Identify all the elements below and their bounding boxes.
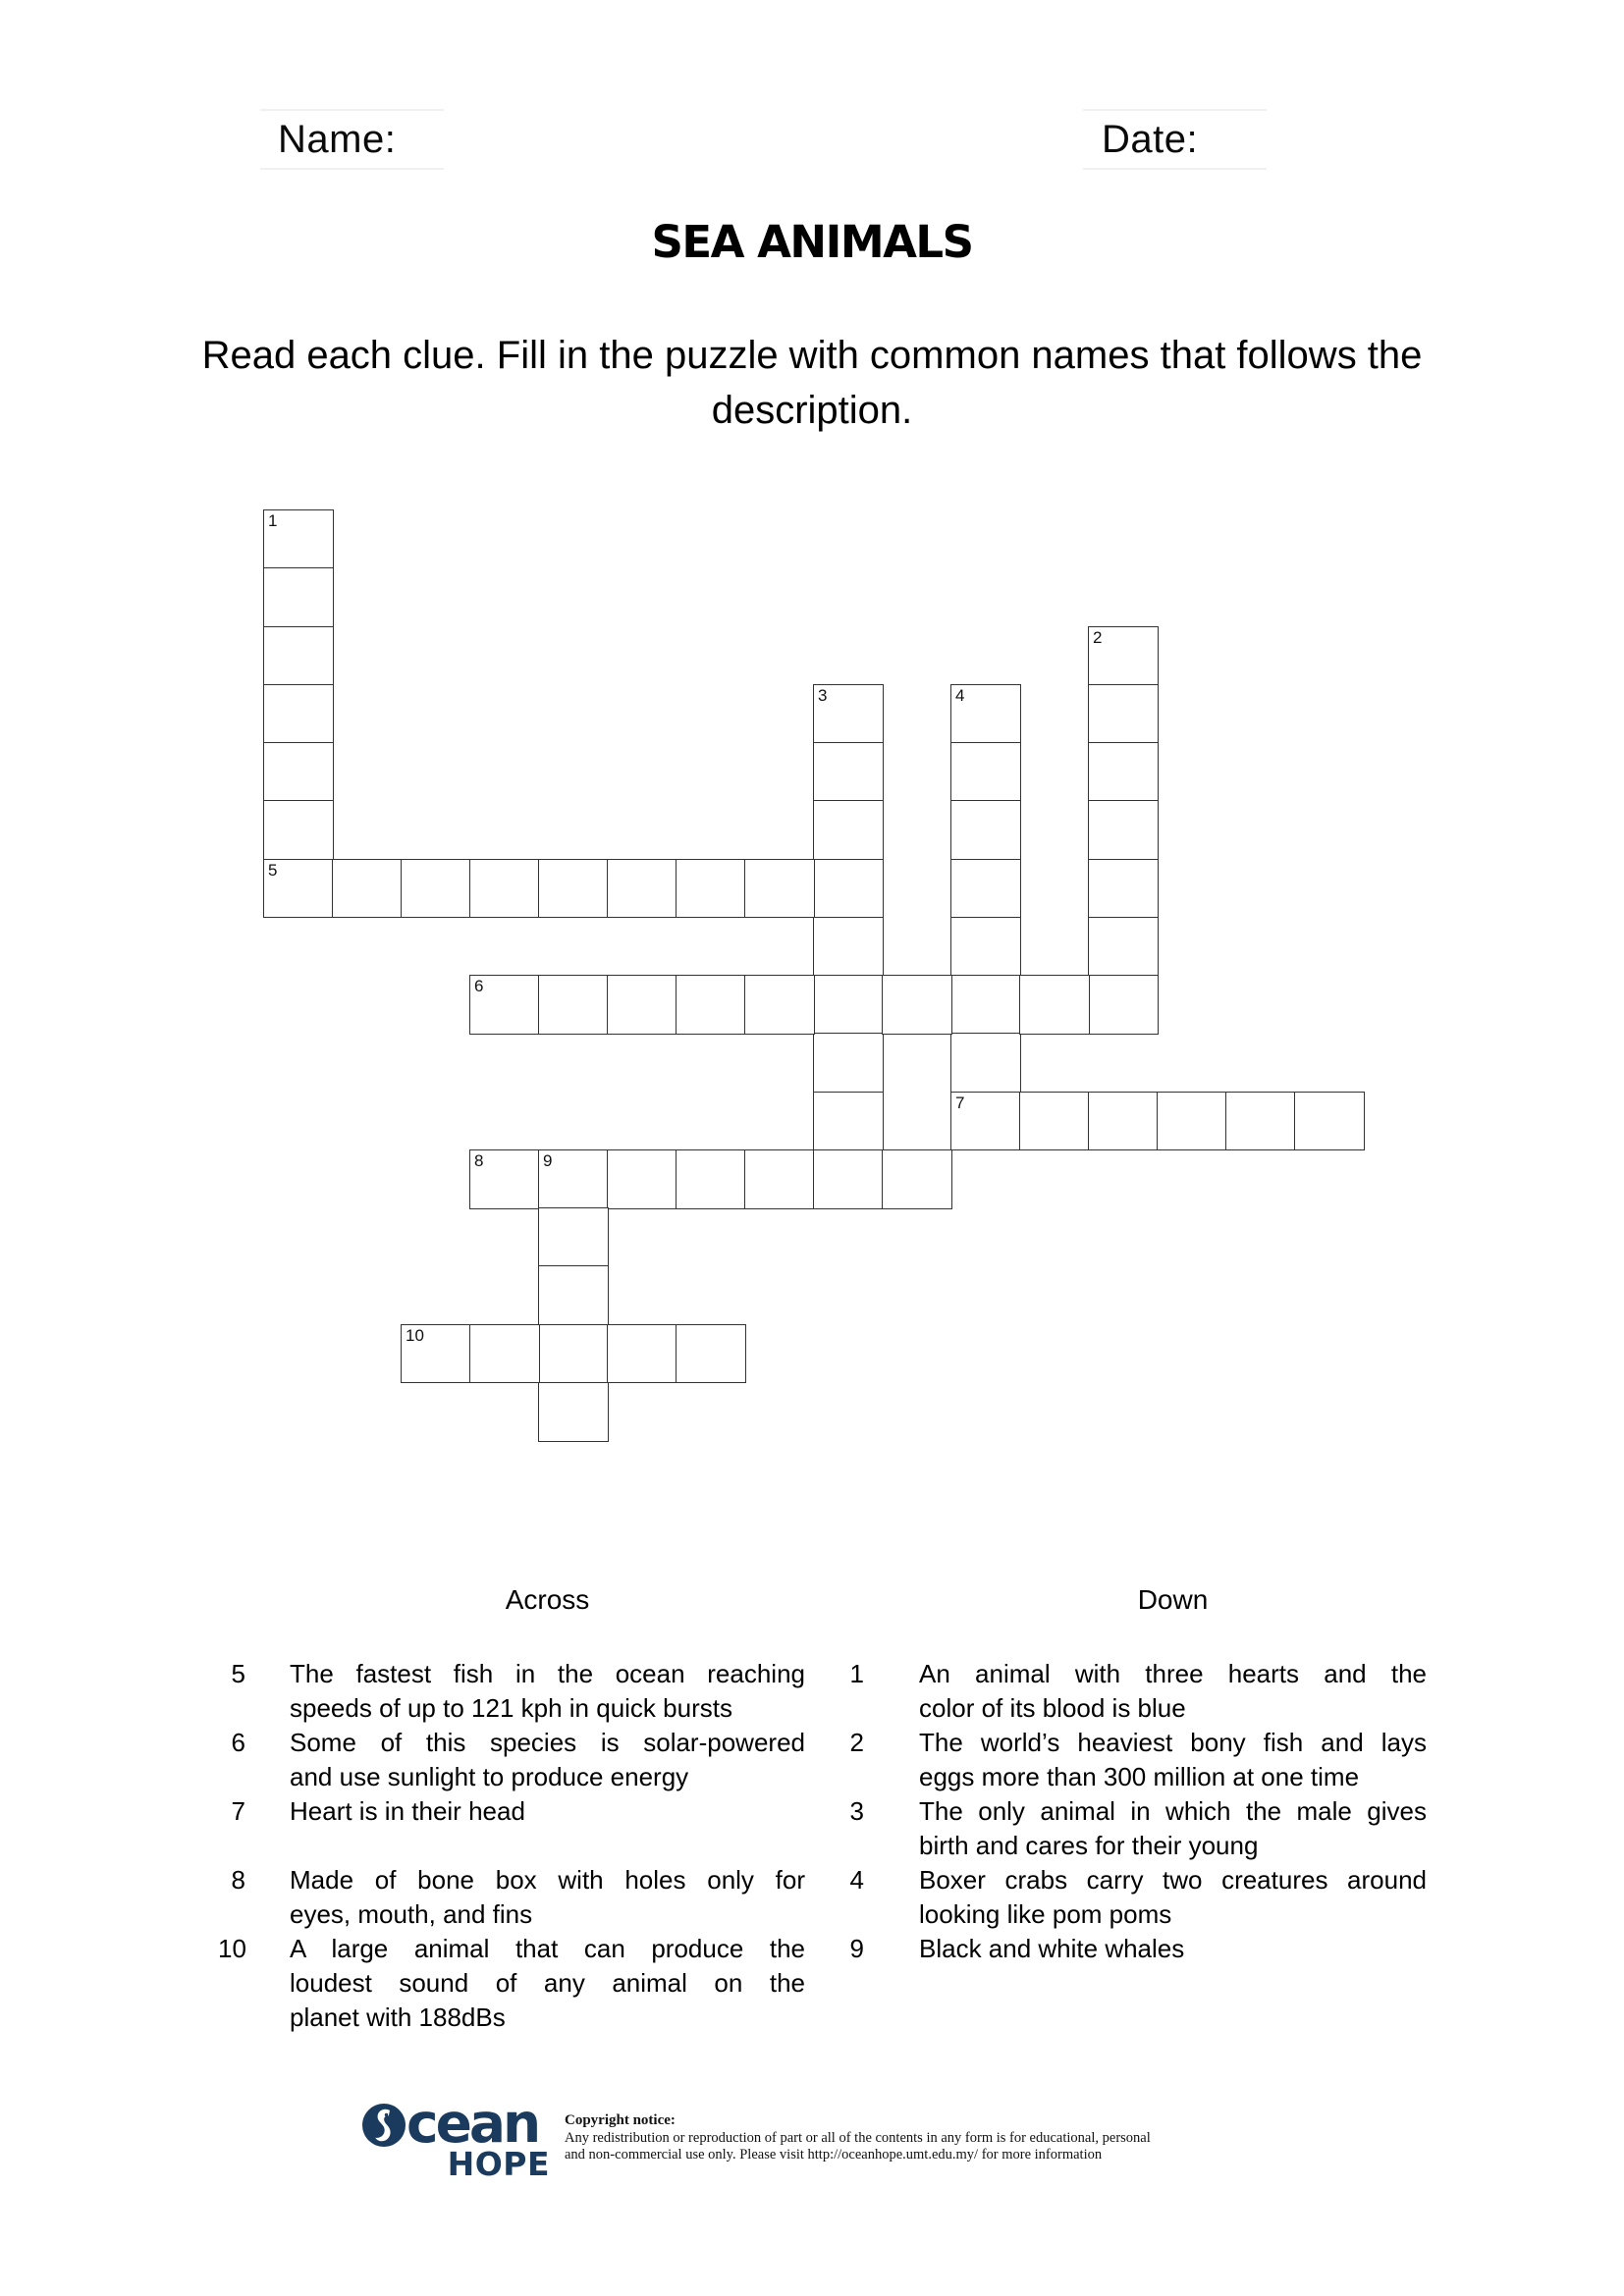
grid-cell[interactable] — [676, 1324, 746, 1384]
clue-item — [218, 1863, 805, 1932]
worksheet-title: SEA ANIMALS — [651, 216, 973, 268]
clue-number: 2 — [849, 1728, 864, 1757]
cell-number: 4 — [955, 685, 965, 705]
clue-number: 8 — [231, 1865, 245, 1895]
clue-item — [218, 1932, 805, 2035]
grid-cell[interactable] — [950, 1033, 1021, 1093]
clue-number: 9 — [849, 1934, 864, 1963]
clue-item — [218, 1726, 805, 1794]
grid-cell[interactable] — [950, 742, 1021, 802]
grid-cell[interactable] — [676, 1149, 746, 1209]
grid-cell[interactable] — [263, 626, 334, 686]
cell-number: 2 — [1093, 627, 1103, 647]
grid-cell[interactable] — [882, 1149, 952, 1209]
grid-cell[interactable] — [813, 684, 884, 744]
logo-hope-text: HOPE — [447, 2145, 550, 2183]
cell-number: 8 — [474, 1150, 484, 1170]
clue-number: 3 — [849, 1796, 864, 1826]
grid-cell[interactable] — [332, 859, 403, 919]
clue-item — [837, 1932, 1427, 1966]
down-heading: Down — [1137, 1584, 1209, 1615]
grid-cell[interactable] — [538, 1324, 609, 1384]
instructions-text — [0, 328, 1624, 438]
grid-cell[interactable] — [813, 859, 884, 919]
clue-text: Some of this species is solar-powered and use sunlight to produce energy — [290, 1728, 805, 1791]
grid-cell[interactable] — [1088, 859, 1159, 919]
clue-item — [837, 1794, 1427, 1863]
grid-cell[interactable] — [538, 1207, 609, 1267]
clue-text: Boxer crabs carry two creatures around looking like pom poms — [919, 1865, 1427, 1929]
clue-text: The only animal in which the male gives birth and cares for their young — [919, 1796, 1427, 1860]
grid-cell[interactable] — [950, 975, 1021, 1035]
grid-cell[interactable] — [950, 917, 1021, 977]
grid-cell[interactable] — [401, 859, 471, 919]
grid-cell[interactable] — [676, 859, 746, 919]
clue-item — [218, 1657, 805, 1726]
logo-ocean-text: cean — [406, 2092, 539, 2155]
grid-cell[interactable] — [469, 1324, 540, 1384]
grid-cell[interactable] — [744, 1149, 815, 1209]
grid-cell[interactable] — [263, 742, 334, 802]
grid-cell[interactable] — [538, 859, 609, 919]
grid-cell[interactable] — [1088, 742, 1159, 802]
grid-cell[interactable] — [263, 684, 334, 744]
grid-cell[interactable] — [813, 1092, 884, 1151]
grid-cell[interactable] — [263, 859, 334, 919]
grid-cell[interactable] — [607, 1324, 677, 1384]
grid-cell[interactable] — [1088, 800, 1159, 860]
date-field-rule-top — [1083, 109, 1267, 111]
grid-cell[interactable] — [1088, 684, 1159, 744]
grid-cell[interactable] — [1088, 917, 1159, 977]
across-clue-list — [218, 1657, 805, 2035]
grid-cell[interactable] — [263, 567, 334, 627]
clue-text: An animal with three hearts and the color of its blood is blue — [919, 1659, 1427, 1723]
down-clue-list — [837, 1657, 1427, 1966]
grid-cell[interactable] — [950, 859, 1021, 919]
grid-cell[interactable] — [1225, 1092, 1296, 1151]
grid-cell[interactable] — [401, 1324, 471, 1384]
copyright-block — [565, 2111, 1151, 2163]
grid-cell[interactable] — [538, 975, 609, 1035]
cell-number: 3 — [818, 685, 828, 705]
instructions-line: Read each clue. Fill in the puzzle with common names that follows the — [201, 334, 1423, 377]
grid-cell[interactable] — [1088, 626, 1159, 686]
date-label: Date: — [1102, 118, 1199, 161]
name-field-rule-bottom — [260, 168, 444, 170]
grid-cell[interactable] — [538, 1265, 609, 1325]
date-field-rule-bottom — [1083, 168, 1267, 170]
clue-item — [837, 1726, 1427, 1794]
grid-cell[interactable] — [882, 975, 952, 1035]
copyright-text: Any redistribution or reproduction of part or all of the contents in any form is for educational, personal and non-commercial use only. Please visit http://oceanhope.umt.edu.my/ for more information — [565, 2130, 1151, 2163]
grid-cell[interactable] — [538, 1382, 609, 1442]
across-heading: Across — [505, 1584, 590, 1615]
clue-text: Black and white whales — [919, 1934, 1185, 1963]
clue-number: 7 — [231, 1796, 245, 1826]
cell-number: 7 — [955, 1093, 965, 1112]
grid-cell[interactable] — [813, 917, 884, 977]
grid-cell[interactable] — [813, 800, 884, 860]
grid-cell[interactable] — [950, 1092, 1021, 1151]
cell-number: 1 — [268, 511, 278, 530]
name-label: Name: — [278, 118, 397, 161]
grid-cell[interactable] — [1157, 1092, 1227, 1151]
grid-cell[interactable] — [744, 859, 815, 919]
clue-spacer — [218, 1829, 805, 1863]
clue-text: Heart is in their head — [290, 1796, 525, 1826]
grid-cell[interactable] — [469, 975, 540, 1035]
grid-cell[interactable] — [263, 509, 334, 569]
clue-number: 1 — [849, 1659, 864, 1688]
grid-cell[interactable] — [744, 975, 815, 1035]
grid-cell[interactable] — [607, 975, 677, 1035]
grid-cell[interactable] — [950, 684, 1021, 744]
grid-cell[interactable] — [813, 975, 884, 1035]
clue-text: A large animal that can produce the loudest sound of any animal on the planet with 188dBs — [290, 1934, 805, 2032]
grid-cell[interactable] — [469, 1149, 540, 1209]
grid-cell[interactable] — [1294, 1092, 1365, 1151]
grid-cell[interactable] — [813, 1149, 884, 1209]
grid-cell[interactable] — [813, 1033, 884, 1093]
clue-number: 10 — [218, 1934, 246, 1963]
cell-number: 6 — [474, 977, 484, 995]
grid-cell[interactable] — [469, 859, 540, 919]
grid-cell[interactable] — [813, 742, 884, 802]
cell-number: 5 — [268, 860, 278, 880]
grid-cell[interactable] — [263, 800, 334, 860]
clue-text: The fastest fish in the ocean reaching speeds of up to 121 kph in quick bursts — [290, 1659, 805, 1723]
grid-cell[interactable] — [607, 1149, 677, 1209]
copyright-heading: Copyright notice: — [565, 2112, 676, 2128]
grid-cell[interactable] — [1019, 1092, 1090, 1151]
seahorse-icon — [361, 2103, 406, 2153]
name-field-rule-top — [260, 109, 444, 111]
clue-number: 6 — [231, 1728, 245, 1757]
clue-text: The world’s heaviest bony fish and lays eggs more than 300 million at one time — [919, 1728, 1427, 1791]
clue-item — [837, 1657, 1427, 1726]
grid-cell[interactable] — [1088, 975, 1159, 1035]
grid-cell[interactable] — [1088, 1092, 1159, 1151]
cell-number: 9 — [543, 1150, 553, 1170]
clue-item — [218, 1794, 805, 1829]
cell-number: 10 — [406, 1325, 424, 1345]
grid-cell[interactable] — [607, 859, 677, 919]
grid-cell[interactable] — [538, 1149, 609, 1209]
grid-cell[interactable] — [1019, 975, 1090, 1035]
clue-number: 5 — [231, 1659, 245, 1688]
grid-cell[interactable] — [950, 800, 1021, 860]
instructions-line: description. — [711, 389, 913, 432]
ocean-hope-logo — [361, 2092, 550, 2183]
clue-item — [837, 1863, 1427, 1932]
clue-number: 4 — [849, 1865, 864, 1895]
grid-cell[interactable] — [676, 975, 746, 1035]
clue-text: Made of bone box with holes only for eyes, mouth, and fins — [290, 1865, 805, 1929]
